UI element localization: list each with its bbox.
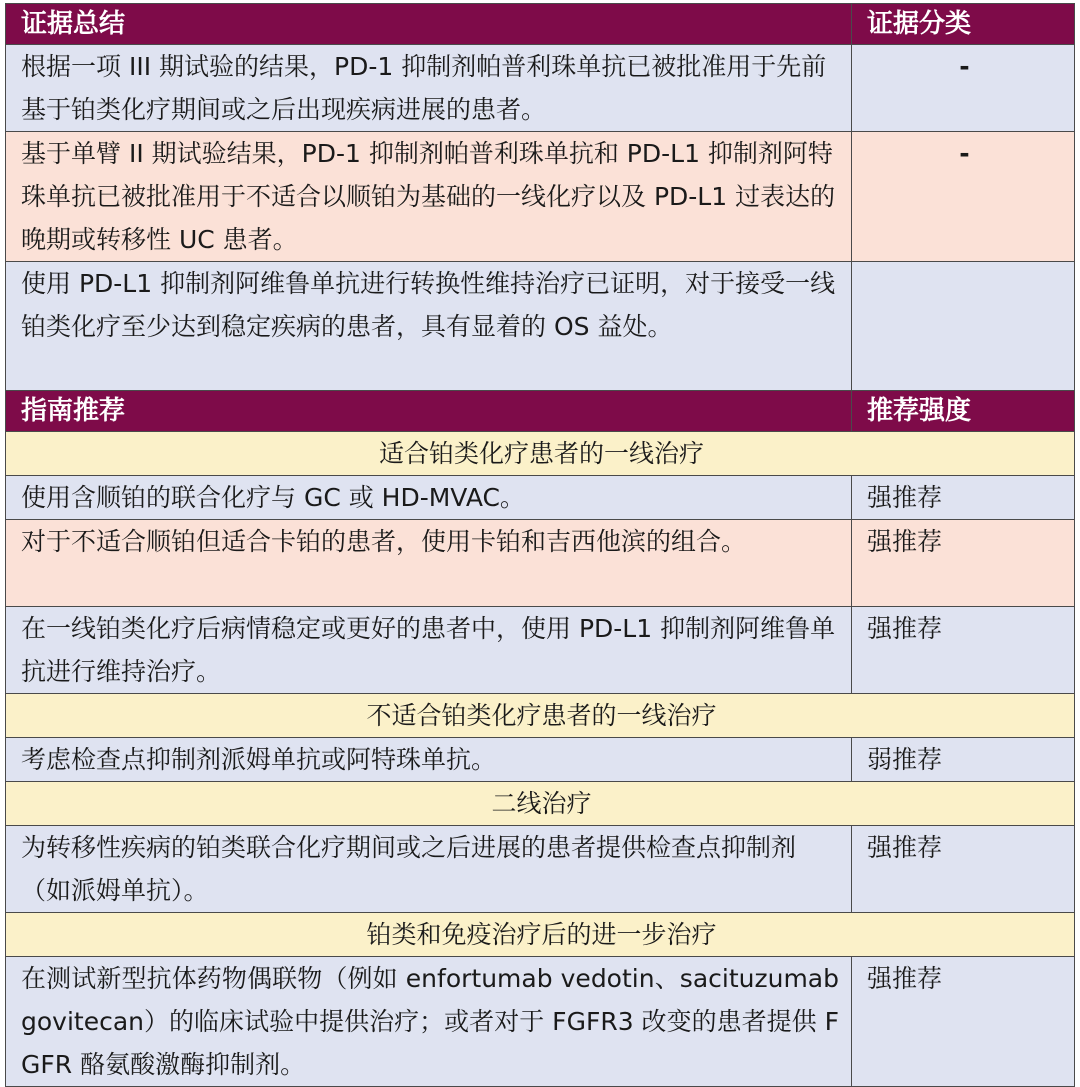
recommendation-row xyxy=(6,476,1075,520)
recommendation-row xyxy=(6,607,1075,694)
recommendation-row xyxy=(6,826,1075,913)
section-title: 铂类和免疫治疗后的进一步治疗 xyxy=(6,913,1075,957)
evidence-summary-header: 证据总结 xyxy=(6,4,852,45)
strength-header: 推荐强度 xyxy=(852,391,1075,432)
recommendation-row xyxy=(6,520,1075,607)
section-row xyxy=(6,432,1075,476)
section-row xyxy=(6,782,1075,826)
section-title: 二线治疗 xyxy=(6,782,1075,826)
recommendation-strength: 强推荐 xyxy=(852,826,1075,913)
recommendation-header: 指南推荐 xyxy=(6,391,852,432)
evidence-category-header: 证据分类 xyxy=(852,4,1075,45)
evidence-category xyxy=(852,262,1075,391)
recommendation-row xyxy=(6,957,1075,1087)
section-row xyxy=(6,694,1075,738)
section-title: 适合铂类化疗患者的一线治疗 xyxy=(6,432,1075,476)
recommendation-text: 使用含顺铂的联合化疗与 GC 或 HD-MVAC。 xyxy=(6,476,852,520)
recommendation-text: 考虑检查点抑制剂派姆单抗或阿特珠单抗。 xyxy=(6,738,852,782)
recommendation-strength: 强推荐 xyxy=(852,476,1075,520)
evidence-text: 基于单臂 II 期试验结果，PD-1 抑制剂帕普利珠单抗和 PD-L1 抑制剂阿特珠单抗已被批准用于不适合以顺铂为基础的一线化疗以及 PD-L1 过表达的晚期或转移性 UC 患者。 xyxy=(6,132,852,262)
guideline-header-row xyxy=(6,391,1075,432)
recommendation-text: 在一线铂类化疗后病情稳定或更好的患者中，使用 PD-L1 抑制剂阿维鲁单抗进行维持治疗。 xyxy=(6,607,852,694)
evidence-text: 使用 PD-L1 抑制剂阿维鲁单抗进行转换性维持治疗已证明，对于接受一线铂类化疗至少达到稳定疾病的患者，具有显着的 OS 益处。 xyxy=(6,262,852,391)
guideline-table xyxy=(5,3,1075,1087)
evidence-row xyxy=(6,45,1075,132)
section-title: 不适合铂类化疗患者的一线治疗 xyxy=(6,694,1075,738)
recommendation-row xyxy=(6,738,1075,782)
section-row xyxy=(6,913,1075,957)
recommendation-text: 对于不适合顺铂但适合卡铂的患者，使用卡铂和吉西他滨的组合。 xyxy=(6,520,852,607)
evidence-row xyxy=(6,132,1075,262)
evidence-header-row xyxy=(6,4,1075,45)
recommendation-text: 在测试新型抗体药物偶联物（例如 enfortumab vedotin、sacituzumab govitecan）的临床试验中提供治疗；或者对于 FGFR3 改变的患者提供 FGFR 酪氨酸激酶抑制剂。 xyxy=(6,957,852,1087)
recommendation-strength: 强推荐 xyxy=(852,520,1075,607)
evidence-text: 根据一项 III 期试验的结果，PD-1 抑制剂帕普利珠单抗已被批准用于先前基于铂类化疗期间或之后出现疾病进展的患者。 xyxy=(6,45,852,132)
evidence-row xyxy=(6,262,1075,391)
evidence-category: - xyxy=(852,45,1075,132)
recommendation-strength: 强推荐 xyxy=(852,957,1075,1087)
recommendation-text: 为转移性疾病的铂类联合化疗期间或之后进展的患者提供检查点抑制剂（如派姆单抗）。 xyxy=(6,826,852,913)
recommendation-strength: 强推荐 xyxy=(852,607,1075,694)
evidence-category: - xyxy=(852,132,1075,262)
recommendation-strength: 弱推荐 xyxy=(852,738,1075,782)
